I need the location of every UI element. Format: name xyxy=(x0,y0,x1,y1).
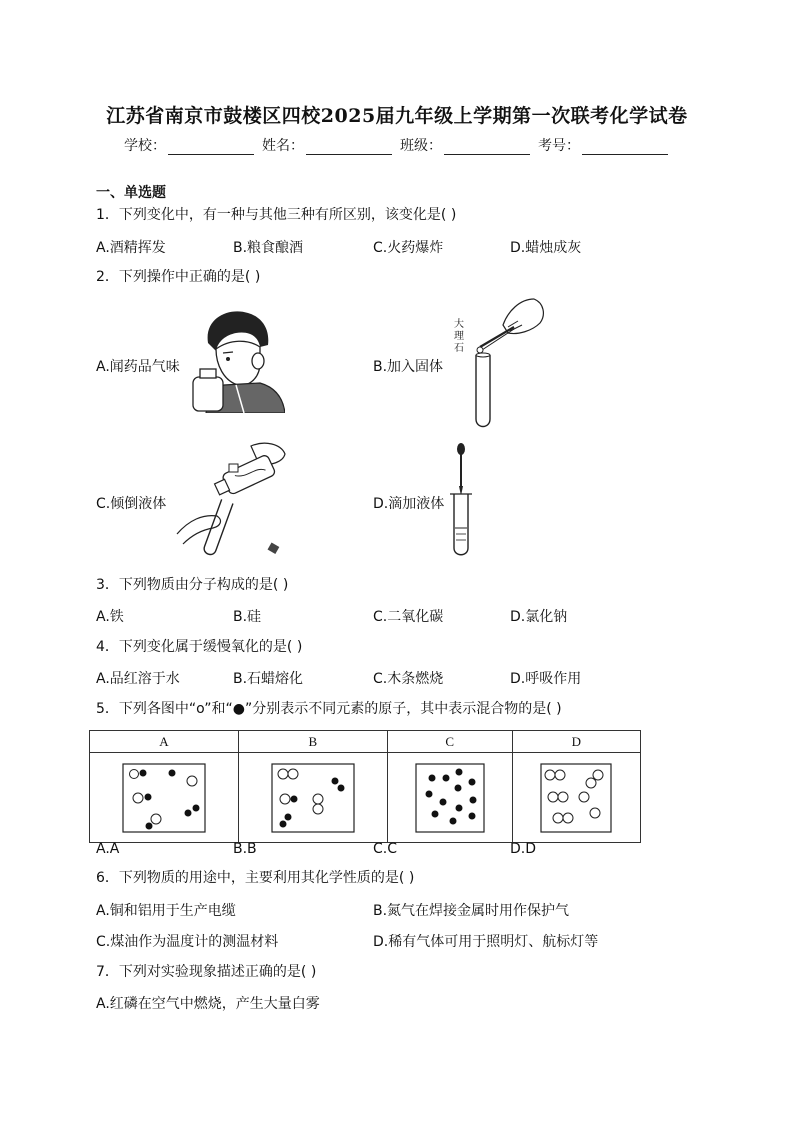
table-header-d: D xyxy=(512,731,640,753)
marble-label: 大理石 xyxy=(454,319,464,354)
q2-option-a[interactable]: A.闻药品气味 xyxy=(96,359,180,375)
question-1-stem: 1．下列变化中，有一种与其他三种有所区别，该变化是( ) xyxy=(96,207,457,223)
diagram-d xyxy=(512,753,640,843)
q3-option-d[interactable]: D.氯化钠 xyxy=(510,609,568,625)
diagram-a xyxy=(90,753,239,843)
q1-option-c[interactable]: C.火药爆炸 xyxy=(373,240,444,256)
class-label: 班级： xyxy=(400,138,442,154)
school-blank[interactable] xyxy=(168,138,254,155)
q3-option-a[interactable]: A.铁 xyxy=(96,609,124,625)
q1-option-b[interactable]: B.粮食酿酒 xyxy=(233,240,304,256)
number-blank[interactable] xyxy=(582,138,668,155)
smell-chemical-illustration xyxy=(190,305,285,413)
drop-liquid-illustration xyxy=(446,442,476,557)
q2-option-c[interactable]: C.倾倒液体 xyxy=(96,496,167,512)
question-5-stem: 5．下列各图中“o”和“●”分别表示不同元素的原子，其中表示混合物的是( ) xyxy=(96,701,562,717)
add-solid-illustration xyxy=(448,297,548,432)
student-info-line xyxy=(124,135,676,155)
name-label: 姓名： xyxy=(262,138,304,154)
q6-option-a[interactable]: A.铜和铝用于生产电缆 xyxy=(96,903,236,919)
class-blank[interactable] xyxy=(444,138,530,155)
q5-option-b[interactable]: B.B xyxy=(233,841,257,857)
question-2-stem: 2．下列操作中正确的是( ) xyxy=(96,269,261,285)
section-heading: 一、单选题 xyxy=(96,185,166,201)
table-header-c: C xyxy=(387,731,512,753)
diagram-b xyxy=(238,753,387,843)
q4-option-c[interactable]: C.木条燃烧 xyxy=(373,671,444,687)
table-header-b: B xyxy=(238,731,387,753)
q5-option-d[interactable]: D.D xyxy=(510,841,537,857)
molecule-diagram-table xyxy=(89,730,641,843)
exam-title: 江苏省南京市鼓楼区四校2025届九年级上学期第一次联考化学试卷 xyxy=(106,105,688,127)
q4-option-b[interactable]: B.石蜡熔化 xyxy=(233,671,304,687)
q4-option-d[interactable]: D.呼吸作用 xyxy=(510,671,582,687)
name-blank[interactable] xyxy=(306,138,392,155)
pour-liquid-illustration xyxy=(173,440,288,558)
q6-option-b[interactable]: B.氮气在焊接金属时用作保护气 xyxy=(373,903,570,919)
q3-option-c[interactable]: C.二氧化碳 xyxy=(373,609,444,625)
q5-option-c[interactable]: C.C xyxy=(373,841,398,857)
school-label: 学校： xyxy=(124,138,166,154)
q7-option-a[interactable]: A.红磷在空气中燃烧，产生大量白雾 xyxy=(96,996,320,1012)
q6-option-c[interactable]: C.煤油作为温度计的测温材料 xyxy=(96,934,279,950)
q6-option-d[interactable]: D.稀有气体可用于照明灯、航标灯等 xyxy=(373,934,599,950)
question-4-stem: 4．下列变化属于缓慢氧化的是( ) xyxy=(96,639,303,655)
q1-option-a[interactable]: A.酒精挥发 xyxy=(96,240,166,256)
q3-option-b[interactable]: B.硅 xyxy=(233,609,262,625)
table-header-a: A xyxy=(90,731,239,753)
question-7-stem: 7．下列对实验现象描述正确的是( ) xyxy=(96,964,317,980)
question-3-stem: 3．下列物质由分子构成的是( ) xyxy=(96,577,289,593)
q4-option-a[interactable]: A.品红溶于水 xyxy=(96,671,180,687)
q5-option-a[interactable]: A.A xyxy=(96,841,120,857)
q1-option-d[interactable]: D.蜡烛成灰 xyxy=(510,240,582,256)
q2-option-b[interactable]: B.加入固体 xyxy=(373,359,444,375)
number-label: 考号： xyxy=(538,138,580,154)
diagram-c xyxy=(387,753,512,843)
q2-option-d[interactable]: D.滴加液体 xyxy=(373,496,445,512)
question-6-stem: 6．下列物质的用途中，主要利用其化学性质的是( ) xyxy=(96,870,415,886)
